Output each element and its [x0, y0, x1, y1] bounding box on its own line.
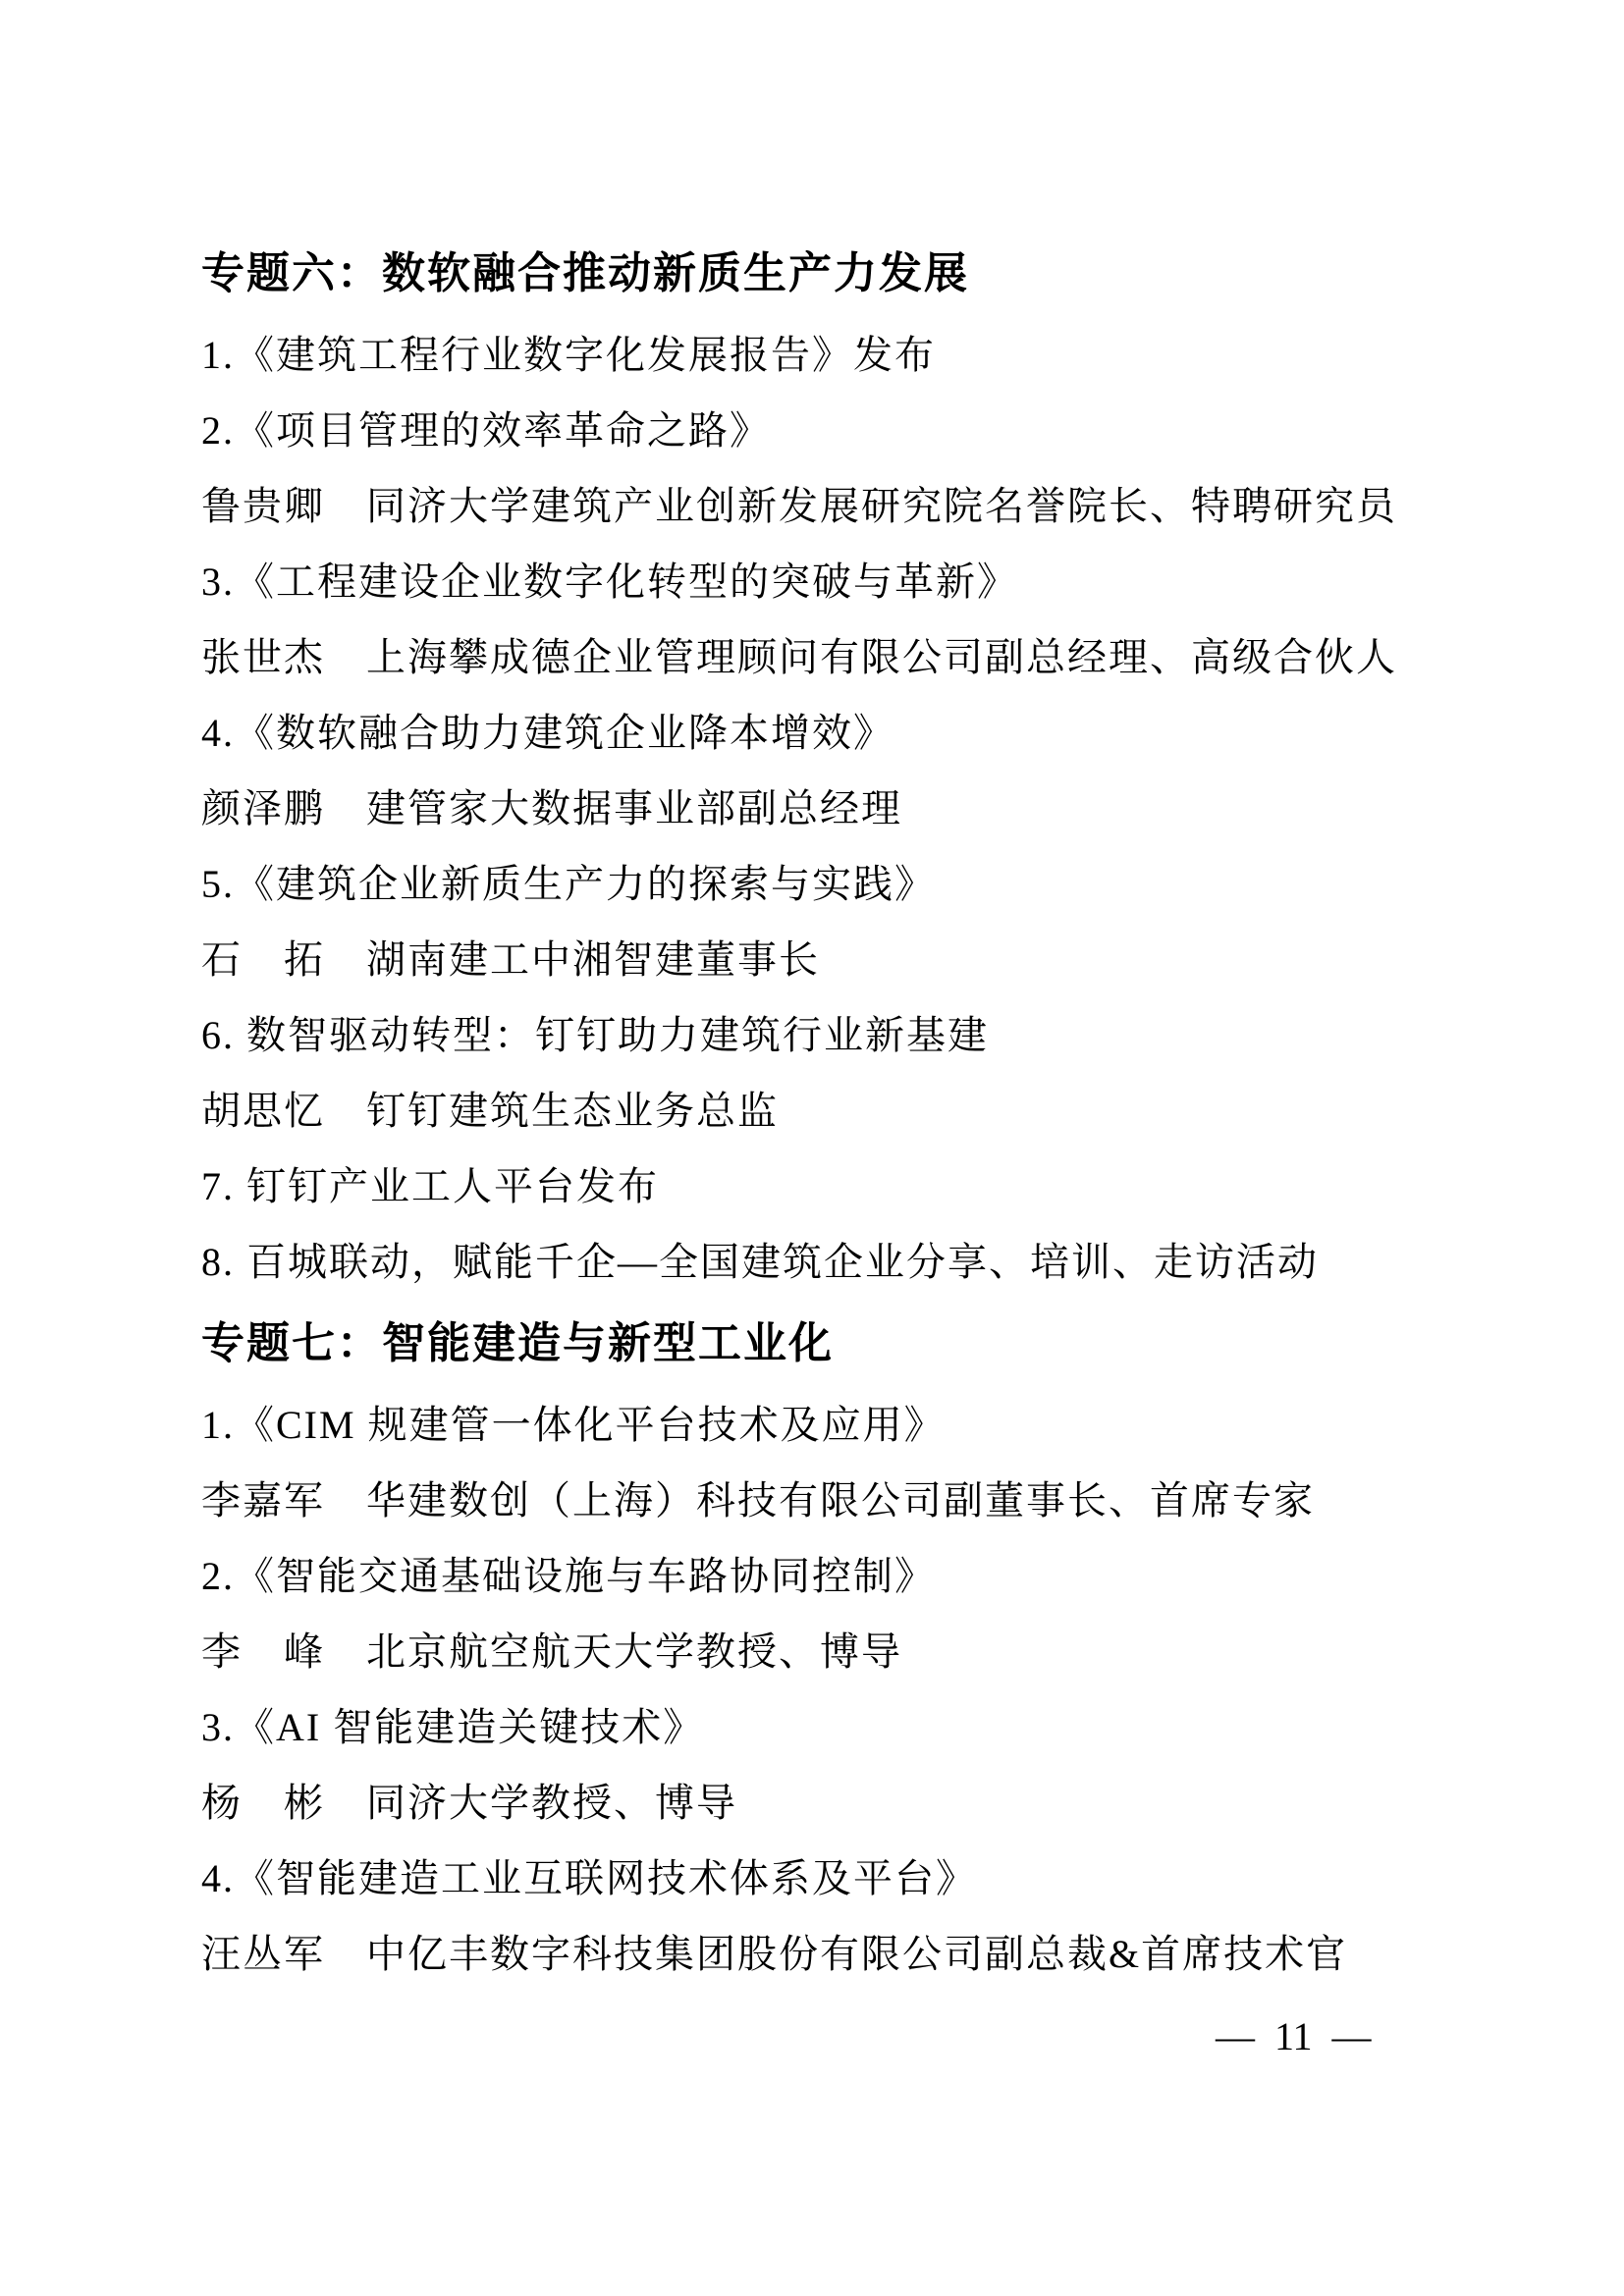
agenda-line: 6. 数智驱动转型：钉钉助力建筑行业新基建 [201, 1013, 989, 1057]
speaker-line: 胡思忆 钉钉建筑生态业务总监 [201, 1089, 779, 1133]
speaker-line: 张世杰 上海攀成德企业管理顾问有限公司副总经理、高级合伙人 [201, 635, 1397, 679]
agenda-line: 7. 钉钉产业工人平台发布 [201, 1164, 659, 1208]
agenda-line: 4.《数软融合助力建筑企业降本增效》 [201, 711, 894, 755]
agenda-line: 5.《建筑企业新质生产力的探索与实践》 [201, 862, 936, 906]
speaker-line: 石 拓 湖南建工中湘智建董事长 [201, 937, 820, 982]
agenda-line: 3.《工程建设企业数字化转型的突破与革新》 [201, 560, 1018, 604]
agenda-line: 2.《项目管理的效率革命之路》 [201, 408, 771, 453]
speaker-line: 颜泽鹏 建管家大数据事业部副总经理 [201, 786, 902, 830]
speaker-line: 杨 彬 同济大学教授、博导 [201, 1781, 737, 1825]
speaker-line: 李嘉军 华建数创（上海）科技有限公司副董事长、首席专家 [201, 1478, 1315, 1522]
agenda-line: 1.《建筑工程行业数字化发展报告》发布 [201, 333, 936, 377]
agenda-line: 8. 百城联动，赋能千企—全国建筑企业分享、培训、走访活动 [201, 1240, 1319, 1284]
footer-dash-right: — [1331, 2014, 1372, 2058]
agenda-line: 1.《CIM 规建管一体化平台技术及应用》 [201, 1403, 946, 1447]
speaker-line: 鲁贵卿 同济大学建筑产业创新发展研究院名誉院长、特聘研究员 [201, 484, 1397, 528]
page-footer [1216, 2014, 1372, 2059]
agenda-line: 4.《智能建造工业互联网技术体系及平台》 [201, 1856, 977, 1900]
section-heading-topic-7: 专题七：智能建造与新型工业化 [201, 1319, 834, 1367]
page-number: 11 [1274, 2014, 1313, 2058]
section-heading-topic-6: 专题六：数软融合推动新质生产力发展 [201, 249, 969, 297]
speaker-line: 汪丛军 中亿丰数字科技集团股份有限公司副总裁&首席技术官 [201, 1932, 1348, 1976]
agenda-line: 2.《智能交通基础设施与车路协同控制》 [201, 1554, 936, 1598]
agenda-line: 3.《AI 智能建造关键技术》 [201, 1705, 705, 1749]
speaker-line: 李 峰 北京航空航天大学教授、博导 [201, 1629, 902, 1674]
footer-dash-left: — [1216, 2014, 1255, 2058]
